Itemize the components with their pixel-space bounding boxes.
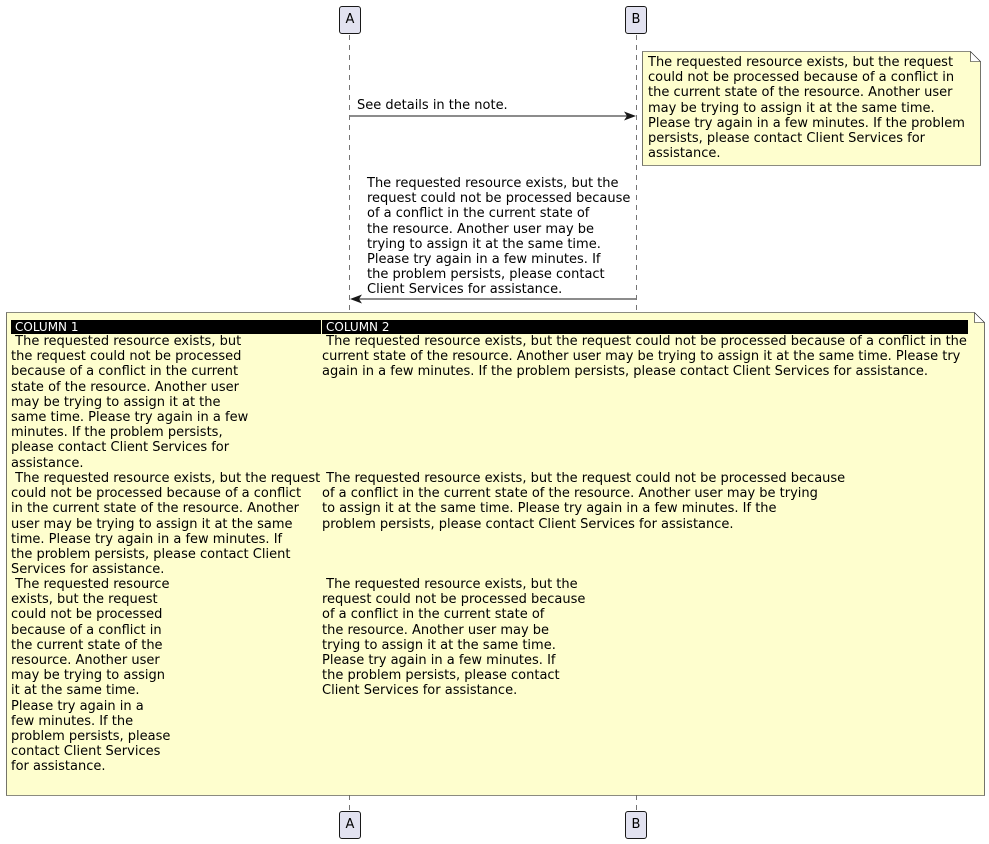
participant-b-top[interactable]: B xyxy=(625,6,647,34)
table-header-column-1: COLUMN 1 xyxy=(11,320,321,334)
participant-a-top[interactable]: A xyxy=(339,6,361,34)
participant-b-bottom[interactable]: B xyxy=(625,811,647,839)
table-cell-r1-c1: The requested resource exists, but the request could not be processed because of a conflict in the current state of the resource. Another user may be trying to assign it at the same time. Please try again in a few minutes. If the problem persists, please contact Client Services for assistance. xyxy=(11,334,249,471)
message-1-label: See details in the note. xyxy=(357,98,508,113)
participant-a-bottom[interactable]: A xyxy=(339,811,361,839)
table-header-column-2: COLUMN 2 xyxy=(322,320,968,334)
table-cell-r2-c1: The requested resource exists, but the request could not be processed because of a conflict in the current state of the resource. Another user may be trying to assign it at the same time. Please try again in a few minutes. If the problem persists, please contact Client Services for assistance. xyxy=(11,471,321,578)
table-cell-r3-c1: The requested resource exists, but the request could not be processed because of a conflict in the current state of the resource. Another user may be trying to assign it at the same time. Please try again in a few minutes. If the problem persists, please contact Client Services for assistance. xyxy=(11,577,171,775)
table-cell-r1-c2: The requested resource exists, but the request could not be processed because of a conflict in the current state of the resource. Another user may be trying to assign it at the same time. Please try again in a few minutes. If the problem persists, please contact Client Services for assistance. xyxy=(322,334,967,380)
table-cell-r2-c2: The requested resource exists, but the request could not be processed because of a conflict in the current state of the resource. Another user may be trying to assign it at the same time. Please try again in a few minutes. If the problem persists, please contact Client Services for assistance. xyxy=(322,471,846,532)
right-note-text: The requested resource exists, but the request could not be processed because of a conflict in the current state of the resource. Another user may be trying to assign it at the same time. Please try again in a few minutes. If the problem persists, please contact Client Services for assistance. xyxy=(648,55,965,162)
table-cell-r3-c2: The requested resource exists, but the request could not be processed because of a conflict in the current state of the resource. Another user may be trying to assign it at the same time. Please try again in a few minutes. If the problem persists, please contact Client Services for assistance. xyxy=(322,577,586,699)
message-2-label: The requested resource exists, but the request could not be processed because of a conflict in the current state of the resource. Another user may be trying to assign it at the same time. Please try again in a few minutes. If the problem persists, please contact Client Services for assistance. xyxy=(367,176,631,298)
